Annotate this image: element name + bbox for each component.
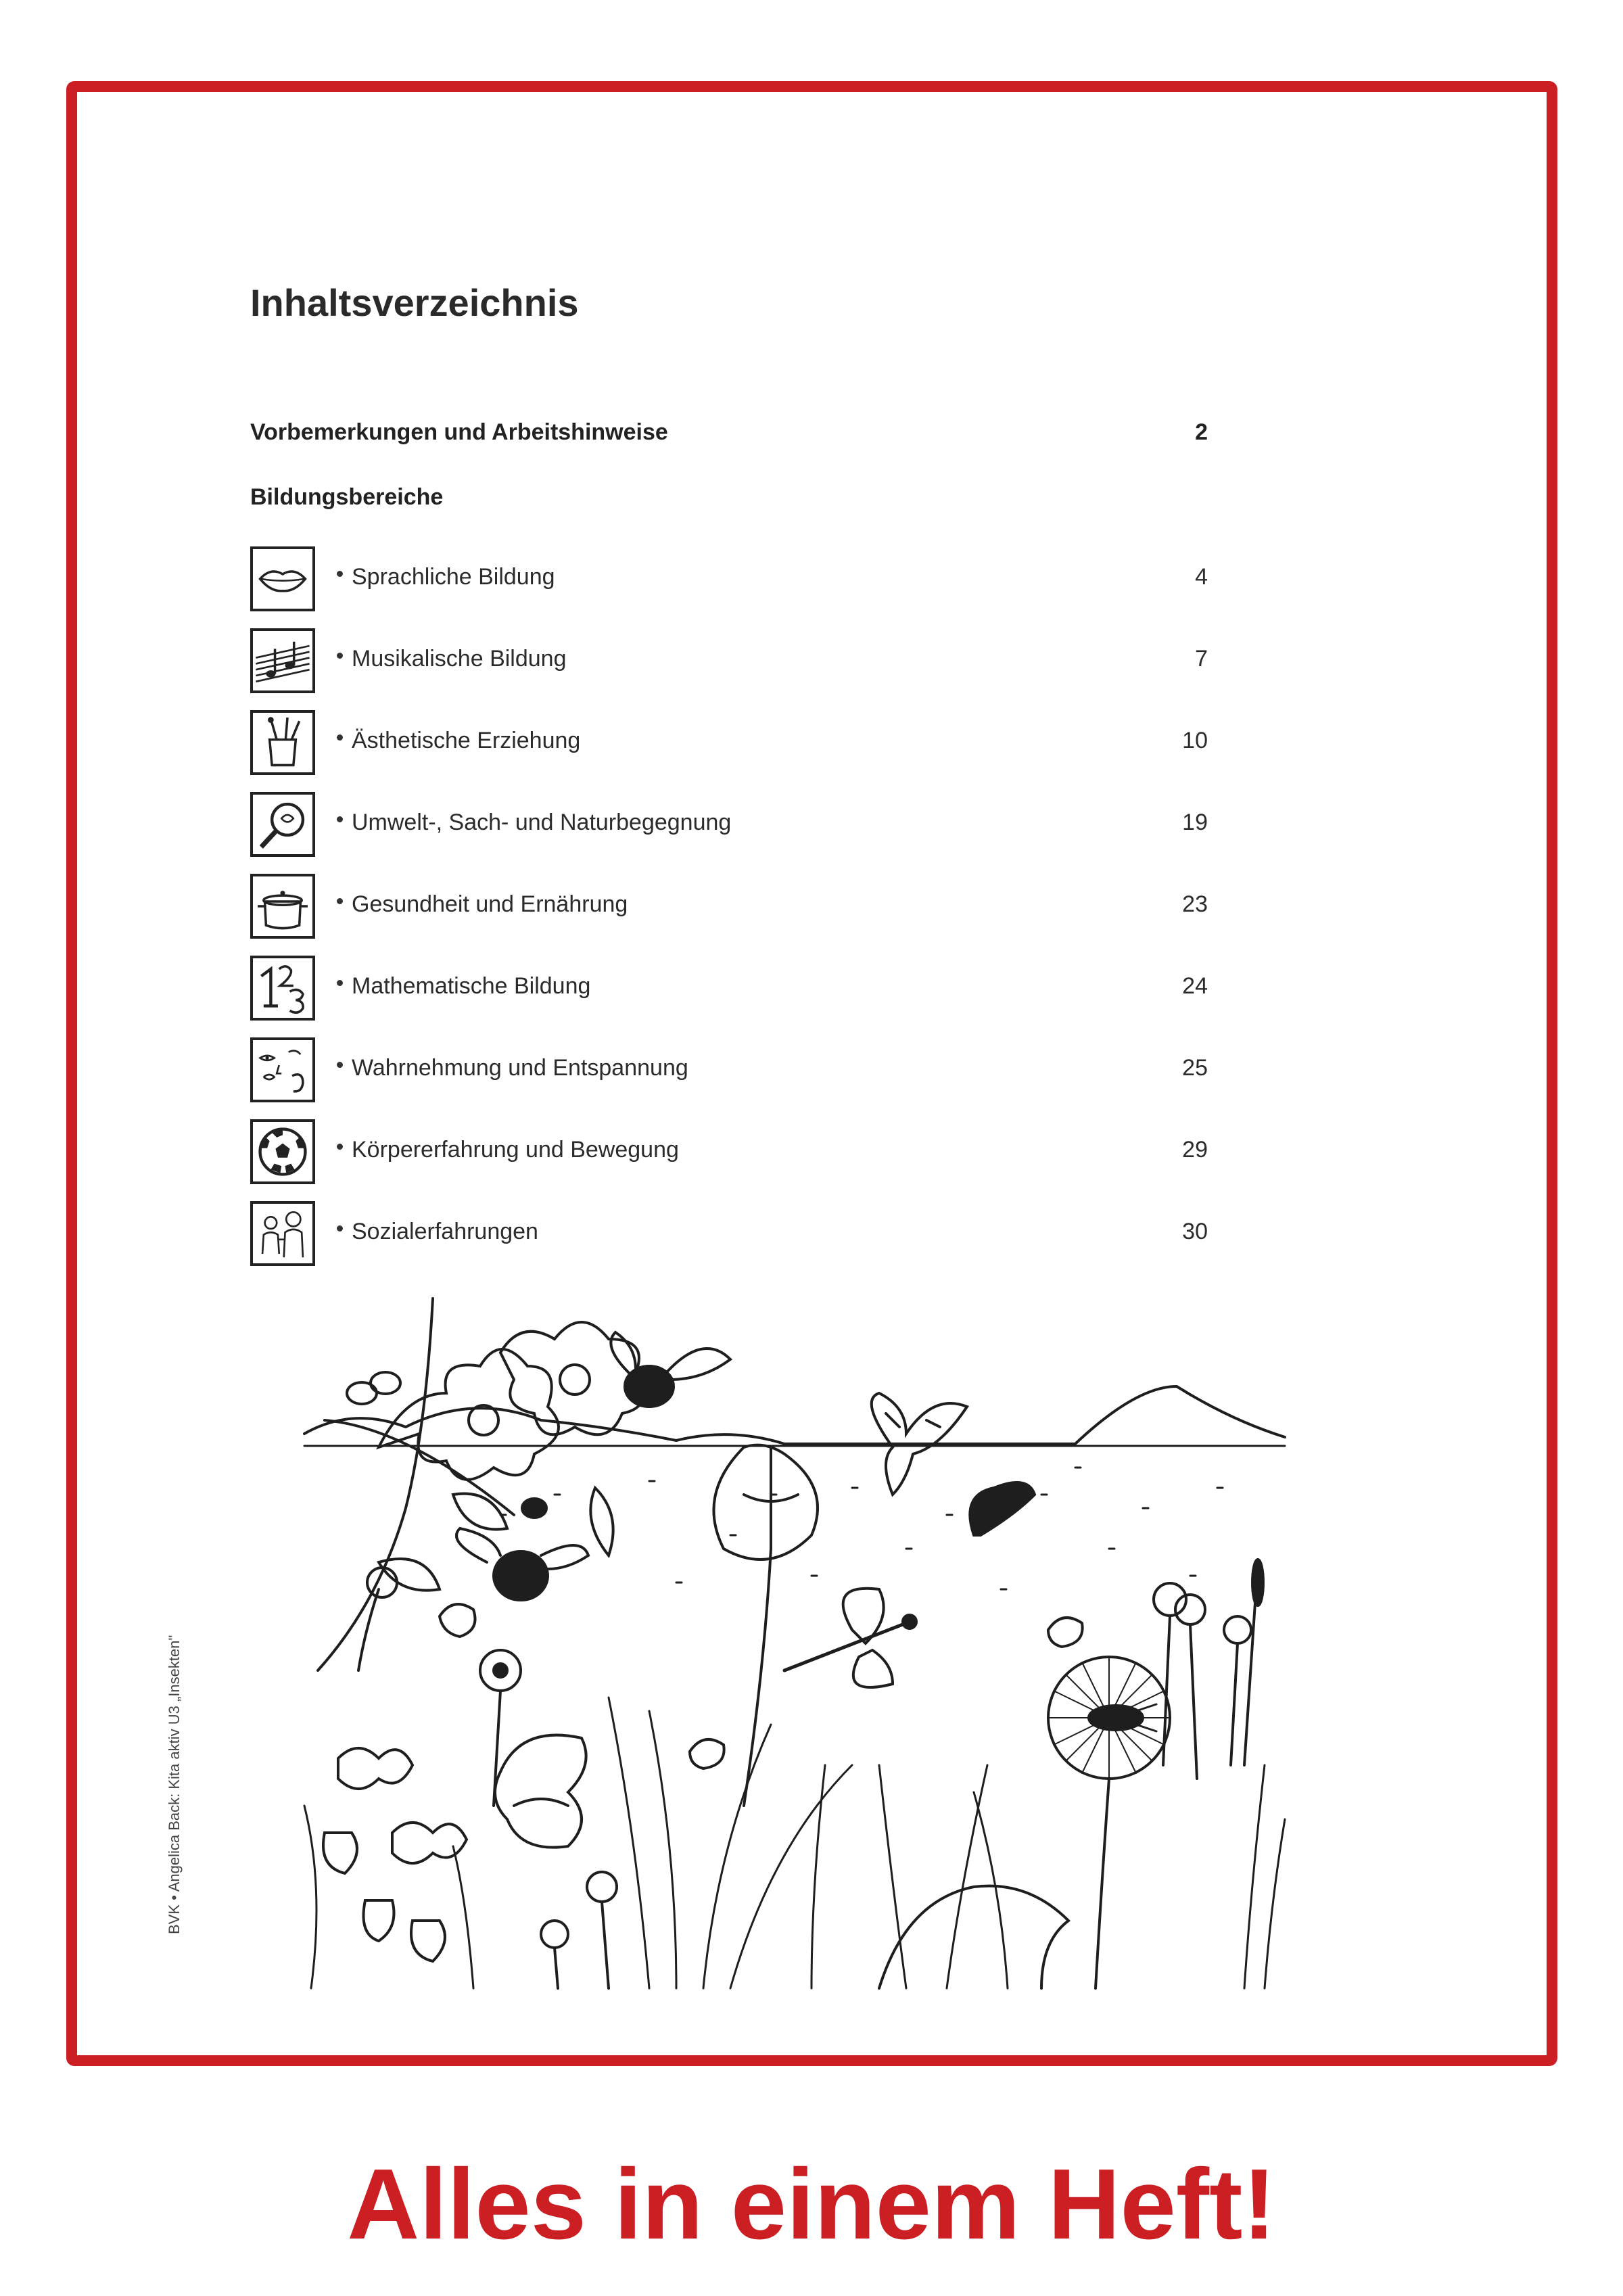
brush-cup-icon [250,710,315,775]
bullet [337,1225,343,1232]
bullet [337,1144,343,1150]
bullet [337,898,343,904]
toc-entry [250,1037,1210,1105]
toc-entry [250,710,1210,778]
bullet [337,980,343,986]
toc-entry-page: 29 [1182,1137,1208,1163]
toc-entry [250,874,1210,941]
toc-entry-label: Gesundheit und Ernährung [352,891,628,917]
magnifier-icon [250,792,315,857]
toc-entry-label: Sozialerfahrungen [352,1219,538,1244]
toc-entry-page: 4 [1195,564,1208,590]
football-icon [250,1119,315,1184]
toc-entry-label: Ästhetische Erziehung [352,728,581,753]
bullet [337,653,343,659]
toc-entry-page: 25 [1182,1055,1208,1081]
toc-entry [250,1119,1210,1187]
toc-entry-label: Umwelt-, Sach- und Naturbegegnung [352,810,732,835]
cooking-pot-icon [250,874,315,939]
lips-icon [250,546,315,611]
toc-entry-page: 30 [1182,1219,1208,1244]
toc-entry-page: 7 [1195,646,1208,672]
slogan: Alles in einem Heft! [347,2149,1276,2260]
senses-face-icon [250,1037,315,1102]
toc-intro-page: 2 [1195,419,1208,445]
toc-entry [250,792,1210,860]
toc-entry-label: Sprachliche Bildung [352,564,555,590]
side-credit: BVK • Angelica Back: Kita aktiv U3 „Insekten" [166,1635,183,1934]
toc-entry-page: 23 [1182,891,1208,917]
children-icon [250,1201,315,1266]
toc-entry [250,628,1210,696]
bullet [337,1062,343,1068]
toc-entry-page: 24 [1182,973,1208,999]
toc-entry [250,956,1210,1023]
bullet [337,734,343,741]
meadow-illustration [298,1292,1292,1995]
toc-entry-page: 10 [1182,728,1208,753]
toc-entry-label: Körpererfahrung und Bewegung [352,1137,679,1163]
toc-entry-label: Wahrnehmung und Entspannung [352,1055,688,1081]
toc-entry-label: Musikalische Bildung [352,646,567,672]
toc-entry [250,546,1210,614]
section-title: Bildungsbereiche [250,484,444,510]
toc-entry-page: 19 [1182,810,1208,835]
bullet [337,571,343,577]
toc-intro-label: Vorbemerkungen und Arbeitshinweise [250,419,668,445]
toc-entry-label: Mathematische Bildung [352,973,591,999]
numbers-icon [250,956,315,1021]
page-title: Inhaltsverzeichnis [250,281,579,324]
music-notes-icon [250,628,315,693]
toc-entry [250,1201,1210,1269]
bullet [337,816,343,822]
